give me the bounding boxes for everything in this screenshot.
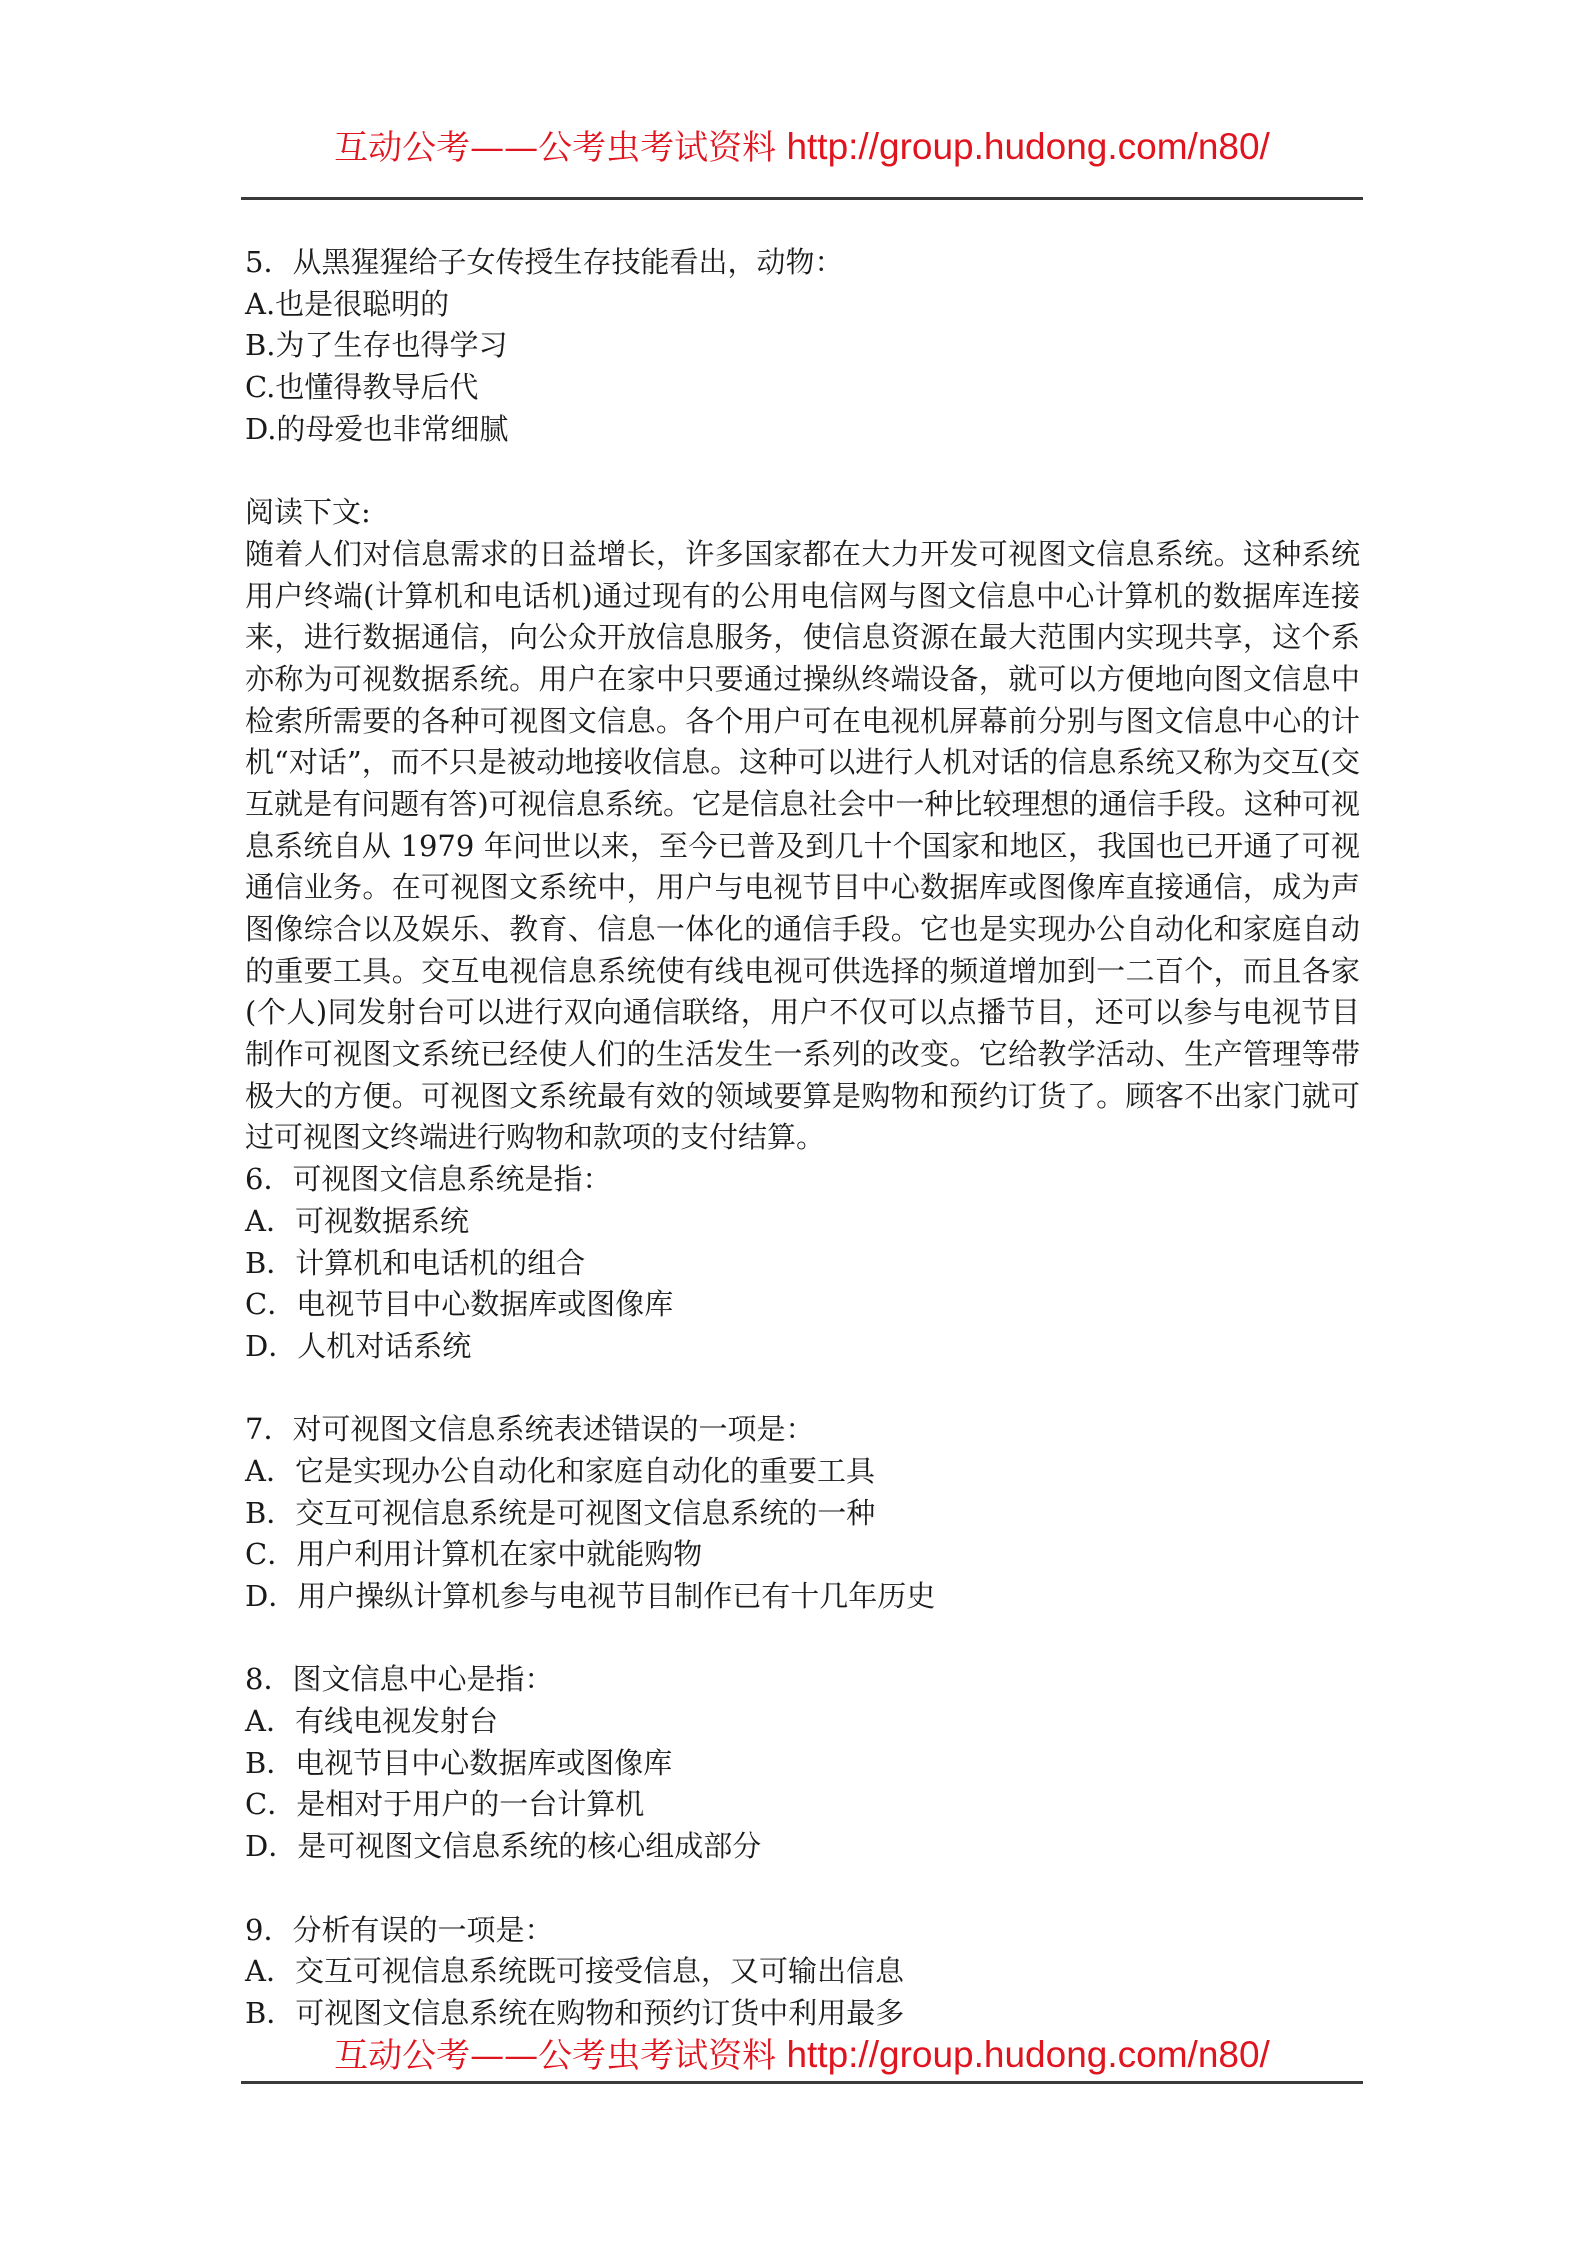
spacer bbox=[245, 1868, 1360, 1910]
spacer bbox=[245, 1618, 1360, 1660]
question-7-option-b: B．交互可视信息系统是可视图文信息系统的一种 bbox=[245, 1495, 876, 1530]
question-8-option-b: B．电视节目中心数据库或图像库 bbox=[245, 1745, 673, 1780]
question-9-stem: 9．分析有误的一项是： bbox=[245, 1912, 554, 1947]
question-9-option-a: A．交互可视信息系统既可接受信息，又可输出信息 bbox=[245, 1954, 904, 1989]
question-8-option-d: D．是可视图文信息系统的核心组成部分 bbox=[245, 1829, 762, 1864]
header-banner-url[interactable]: http://group.hudong.com/n80/ bbox=[786, 126, 1270, 167]
question-5-stem: 5．从黑猩猩给子女传授生存技能看出，动物： bbox=[245, 245, 844, 279]
footer-divider bbox=[241, 2081, 1363, 2084]
question-7-option-a: A．它是实现办公自动化和家庭自动化的重要工具 bbox=[245, 1453, 875, 1488]
passage-line: 通信业务。在可视图文系统中，用户与电视节目中心数据库或图像库直接通信，成为声 bbox=[245, 870, 1360, 905]
passage-line: 来，进行数据通信，向公众开放信息服务，使信息资源在最大范围内实现共享，这个系 bbox=[245, 620, 1360, 655]
question-6-option-c: C．电视节目中心数据库或图像库 bbox=[245, 1287, 674, 1322]
footer-banner bbox=[241, 2033, 1363, 2078]
passage-line: (个人)同发射台可以进行双向通信联络，用户不仅可以点播节目，还可以参与电视节目 bbox=[245, 995, 1360, 1030]
question-8-stem: 8．图文信息中心是指： bbox=[245, 1662, 554, 1697]
passage-line: 互就是有问题有答)可视信息系统。它是信息社会中一种比较理想的通信手段。这种可视 bbox=[245, 786, 1360, 821]
passage bbox=[245, 534, 1360, 1159]
question-5-option-b: B.为了生存也得学习 bbox=[245, 328, 508, 363]
question-7-option-d: D．用户操纵计算机参与电视节目制作已有十几年历史 bbox=[245, 1579, 936, 1613]
passage-line: 亦称为可视数据系统。用户在家中只要通过操纵终端设备，就可以方便地向图文信息中 bbox=[245, 661, 1360, 696]
passage-line: 用户终端(计算机和电话机)通过现有的公用电信网与图文信息中心计算机的数据库连接 bbox=[245, 578, 1360, 613]
passage-line: 图像综合以及娱乐、教育、信息一体化的通信手段。它也是实现办公自动化和家庭自动 bbox=[245, 912, 1360, 946]
question-7-option-c: C．用户利用计算机在家中就能购物 bbox=[245, 1537, 703, 1572]
passage-line: 息系统自从 1979 年问世以来，至今已普及到几十个国家和地区，我国也已开通了可视 bbox=[245, 828, 1360, 863]
question-6-option-b: B．计算机和电话机的组合 bbox=[245, 1245, 586, 1280]
passage-line: 检索所需要的各种可视图文信息。各个用户可在电视机屏幕前分别与图文信息中心的计 bbox=[245, 703, 1360, 738]
passage-line: 制作可视图文系统已经使人们的生活发生一系列的改变。它给教学活动、生产管理等带 bbox=[245, 1037, 1360, 1072]
footer-banner-title: 互动公考——公考虫考试资料 bbox=[334, 2036, 777, 2076]
question-6-stem: 6．可视图文信息系统是指： bbox=[245, 1162, 612, 1197]
header-banner bbox=[241, 125, 1363, 170]
footer-banner-url[interactable]: http://group.hudong.com/n80/ bbox=[786, 2034, 1270, 2075]
question-5-option-c: C.也懂得教导后代 bbox=[245, 370, 479, 405]
question-8-option-a: A．有线电视发射台 bbox=[245, 1704, 498, 1739]
passage-line: 随着人们对信息需求的日益增长，许多国家都在大力开发可视图文信息系统。这种系统 bbox=[245, 536, 1360, 571]
question-8-option-c: C．是相对于用户的一台计算机 bbox=[245, 1787, 645, 1822]
document-body bbox=[245, 242, 1360, 2035]
spacer bbox=[245, 450, 1360, 492]
header-divider bbox=[241, 197, 1363, 200]
question-6-option-a: A．可视数据系统 bbox=[245, 1203, 469, 1238]
question-5-option-a: A.也是很聪明的 bbox=[245, 286, 450, 321]
passage-intro: 阅读下文: bbox=[245, 495, 371, 530]
passage-line: 极大的方便。可视图文系统最有效的领域要算是购物和预约订货了。顾客不出家门就可 bbox=[245, 1078, 1360, 1113]
question-6-option-d: D．人机对话系统 bbox=[245, 1328, 472, 1363]
question-5-option-d: D.的母爱也非常细腻 bbox=[245, 411, 509, 446]
passage-line: 机“对话”，而不只是被动地接收信息。这种可以进行人机对话的信息系统又称为交互(交 bbox=[245, 745, 1360, 780]
question-9-option-b: B．可视图文信息系统在购物和预约订货中利用最多 bbox=[245, 1995, 905, 2030]
question-7-stem: 7．对可视图文信息系统表述错误的一项是： bbox=[245, 1412, 815, 1447]
passage-line: 过可视图文终端进行购物和款项的支付结算。 bbox=[245, 1120, 826, 1155]
header-banner-title: 互动公考——公考虫考试资料 bbox=[334, 128, 777, 168]
spacer bbox=[245, 1368, 1360, 1410]
passage-line: 的重要工具。交互电视信息系统使有线电视可供选择的频道增加到一二百个，而且各家 bbox=[245, 953, 1360, 988]
